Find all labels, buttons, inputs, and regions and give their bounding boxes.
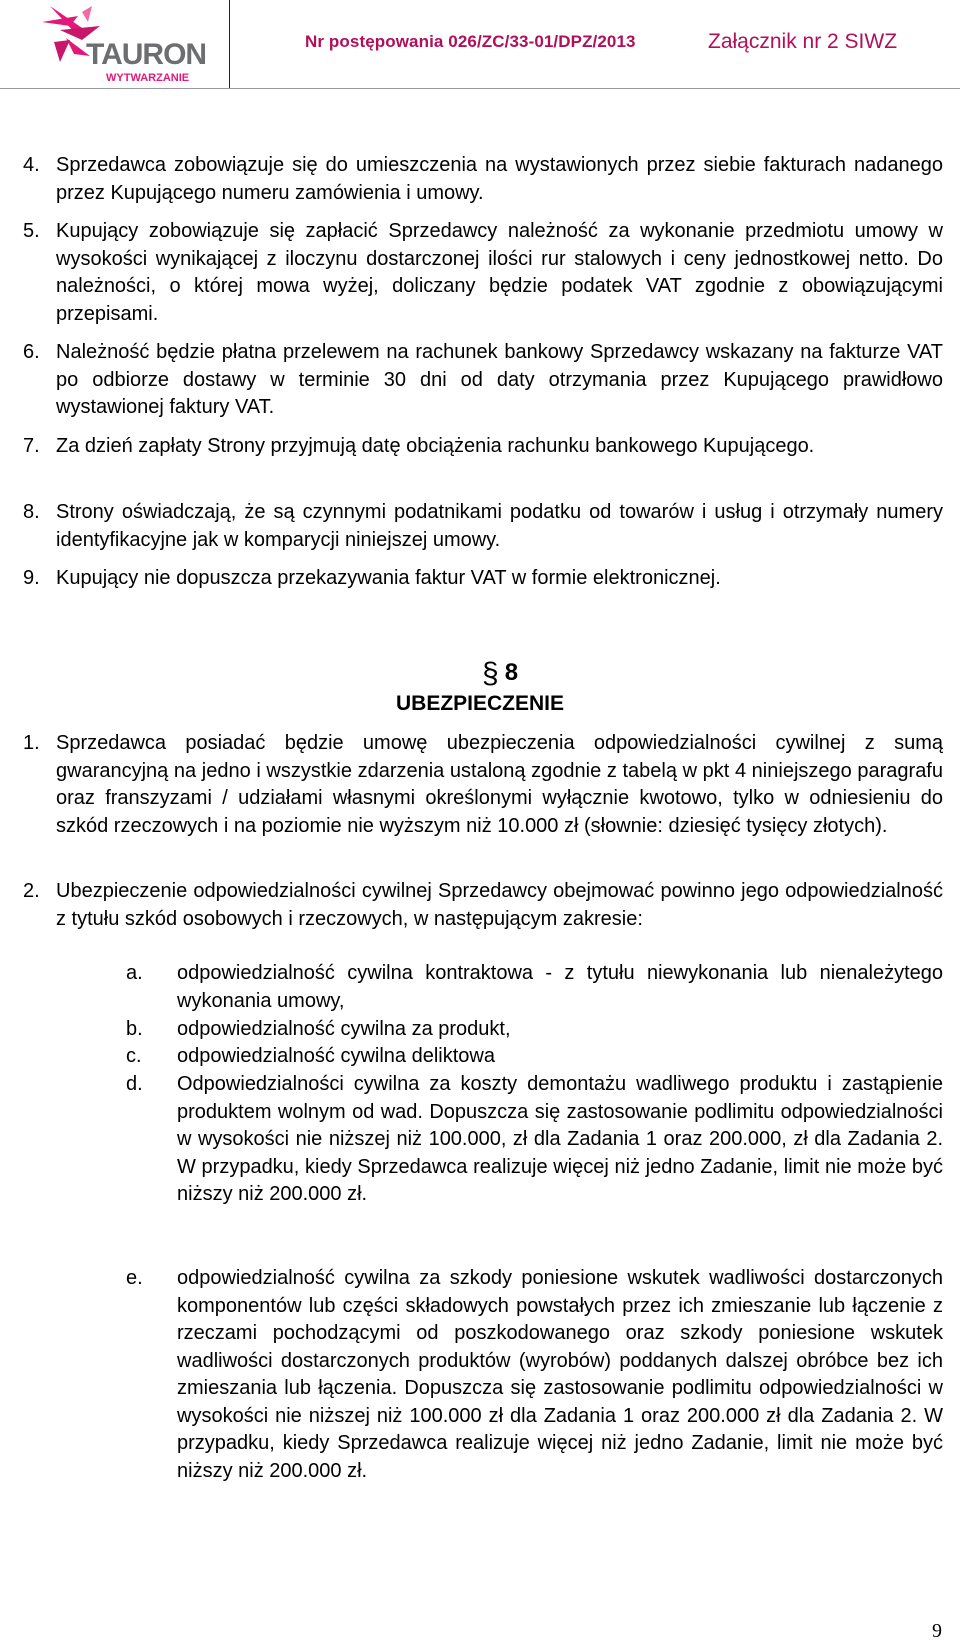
item-number: 2. — [23, 880, 40, 902]
sub-item-letter: b. — [126, 1018, 143, 1040]
sub-item-letter: d. — [126, 1073, 143, 1095]
item-number: 5. — [23, 220, 40, 242]
item-number: 8. — [23, 501, 40, 523]
svg-text:WYTWARZANIE: WYTWARZANIE — [106, 72, 190, 84]
item-number: 9. — [23, 567, 40, 589]
page-number: 9 — [932, 1620, 942, 1642]
tauron-logo — [30, 2, 210, 86]
item-number: 4. — [23, 154, 40, 176]
section-number — [482, 654, 518, 688]
item-text: Kupujący nie dopuszcza przekazywania faktur VAT w formie elektronicznej. — [56, 567, 721, 589]
item-text: Ubezpieczenie odpowiedzialności cywilnej Sprzedawcy obejmować powinno jego odpowiedzialność z tytułu szkód osobowych i rzeczowych, w następującym zakresie: — [56, 880, 943, 930]
item-number: 6. — [23, 341, 40, 363]
page-header — [0, 0, 960, 90]
header-divider — [229, 0, 230, 88]
item-text: Za dzień zapłaty Strony przyjmują datę obciążenia rachunku bankowego Kupującego. — [56, 435, 815, 457]
section-number-value: 8 — [504, 659, 519, 686]
sub-item-text: odpowiedzialność cywilna kontraktowa - z tytułu niewykonania lub nienależytego wykonania umowy, — [177, 962, 943, 1012]
sub-item-text: odpowiedzialność cywilna deliktowa — [177, 1045, 495, 1067]
sub-item-letter: e. — [126, 1267, 143, 1289]
item-text: Kupujący zobowiązuje się zapłacić Sprzedawcy należność za wykonanie przedmiotu umowy w wysokości wynikającej z iloczynu dostarczonej ilości rur stalowych i ceny jednostkowej netto. Do należności, o której mowa wyżej, doliczany będzie podatek VAT zgodnie z obowiązującymi przepisami. — [56, 220, 943, 325]
item-text: Sprzedawca posiadać będzie umowę ubezpieczenia odpowiedzialności cywilnej z sumą gwarancyjną na jedno i wszystkie zdarzenia ustaloną zgodnie z tabelą w pkt 4 niniejszego paragrafu oraz franszyzami / udziałami własnymi określonymi wyłącznie kwotowo, tylko w odniesieniu do szkód rzeczowych i na poziomie nie wyższym niż 10.000 zł (słownie: dziesięć tysięcy złotych). — [56, 732, 943, 837]
sub-item-text: Odpowiedzialności cywilna za koszty demontażu wadliwego produktu i zastąpienie produktem wolnym od wad. Dopuszcza się zastosowanie podlimitu odpowiedzialności w wysokości nie niższej niż 100.000, zł dla Zadania 1 oraz 200.000, zł dla Zadania 2. W przypadku, kiedy Sprzedawca realizuje więcej niż jedno Zadanie, limit nie może być niższy niż 200.000 zł. — [177, 1073, 943, 1205]
item-number: 7. — [23, 435, 40, 457]
header-rule — [0, 88, 960, 89]
section-sign: § — [482, 657, 499, 690]
section-title: UBEZPIECZENIE — [395, 692, 565, 715]
svg-text:TAURON: TAURON — [86, 38, 207, 71]
sub-item-text: odpowiedzialność cywilna za produkt, — [177, 1018, 511, 1040]
tauron-logo-graphic — [30, 2, 210, 86]
sub-item-letter: a. — [126, 962, 143, 984]
sub-item-text: odpowiedzialność cywilna za szkody poniesione wskutek wadliwości dostarczonych komponentów lub części składowych powstałych przez ich zmieszanie lub łączenie z rzeczami pochodzącymi od poszkodowanego oraz szkody poniesione wskutek wadliwości dostarczonych produktów (wyrobów) poddanych dalszej obróbce bez ich zmieszania lub łączenia. Dopuszcza się zastosowanie podlimitu odpowiedzialności w wysokości nie niższej niż 100.000 zł dla Zadania 1 oraz 200.000 zł dla Zadania 2. W przypadku, kiedy Sprzedawca realizuje więcej niż jedno Zadanie, limit nie może być niższy niż 200.000 zł. — [177, 1267, 943, 1482]
procedure-number: Nr postępowania 026/ZC/33-01/DPZ/2013 — [305, 32, 636, 51]
item-text: Sprzedawca zobowiązuje się do umieszczenia na wystawionych przez siebie fakturach nadanego przez Kupującego numeru zamówienia i umowy. — [56, 154, 943, 204]
sub-item-letter: c. — [126, 1045, 142, 1067]
item-number: 1. — [23, 732, 40, 754]
attachment-label: Załącznik nr 2 SIWZ — [708, 30, 898, 53]
item-text: Należność będzie płatna przelewem na rachunek bankowy Sprzedawcy wskazany na fakturze VAT po odbiorze dostawy w terminie 30 dni od daty otrzymania przez Kupującego prawidłowo wystawionej faktury VAT. — [56, 341, 943, 418]
item-text: Strony oświadczają, że są czynnymi podatnikami podatku od towarów i usług i otrzymały numery identyfikacyjne jak w komparycji niniejszej umowy. — [56, 501, 943, 551]
